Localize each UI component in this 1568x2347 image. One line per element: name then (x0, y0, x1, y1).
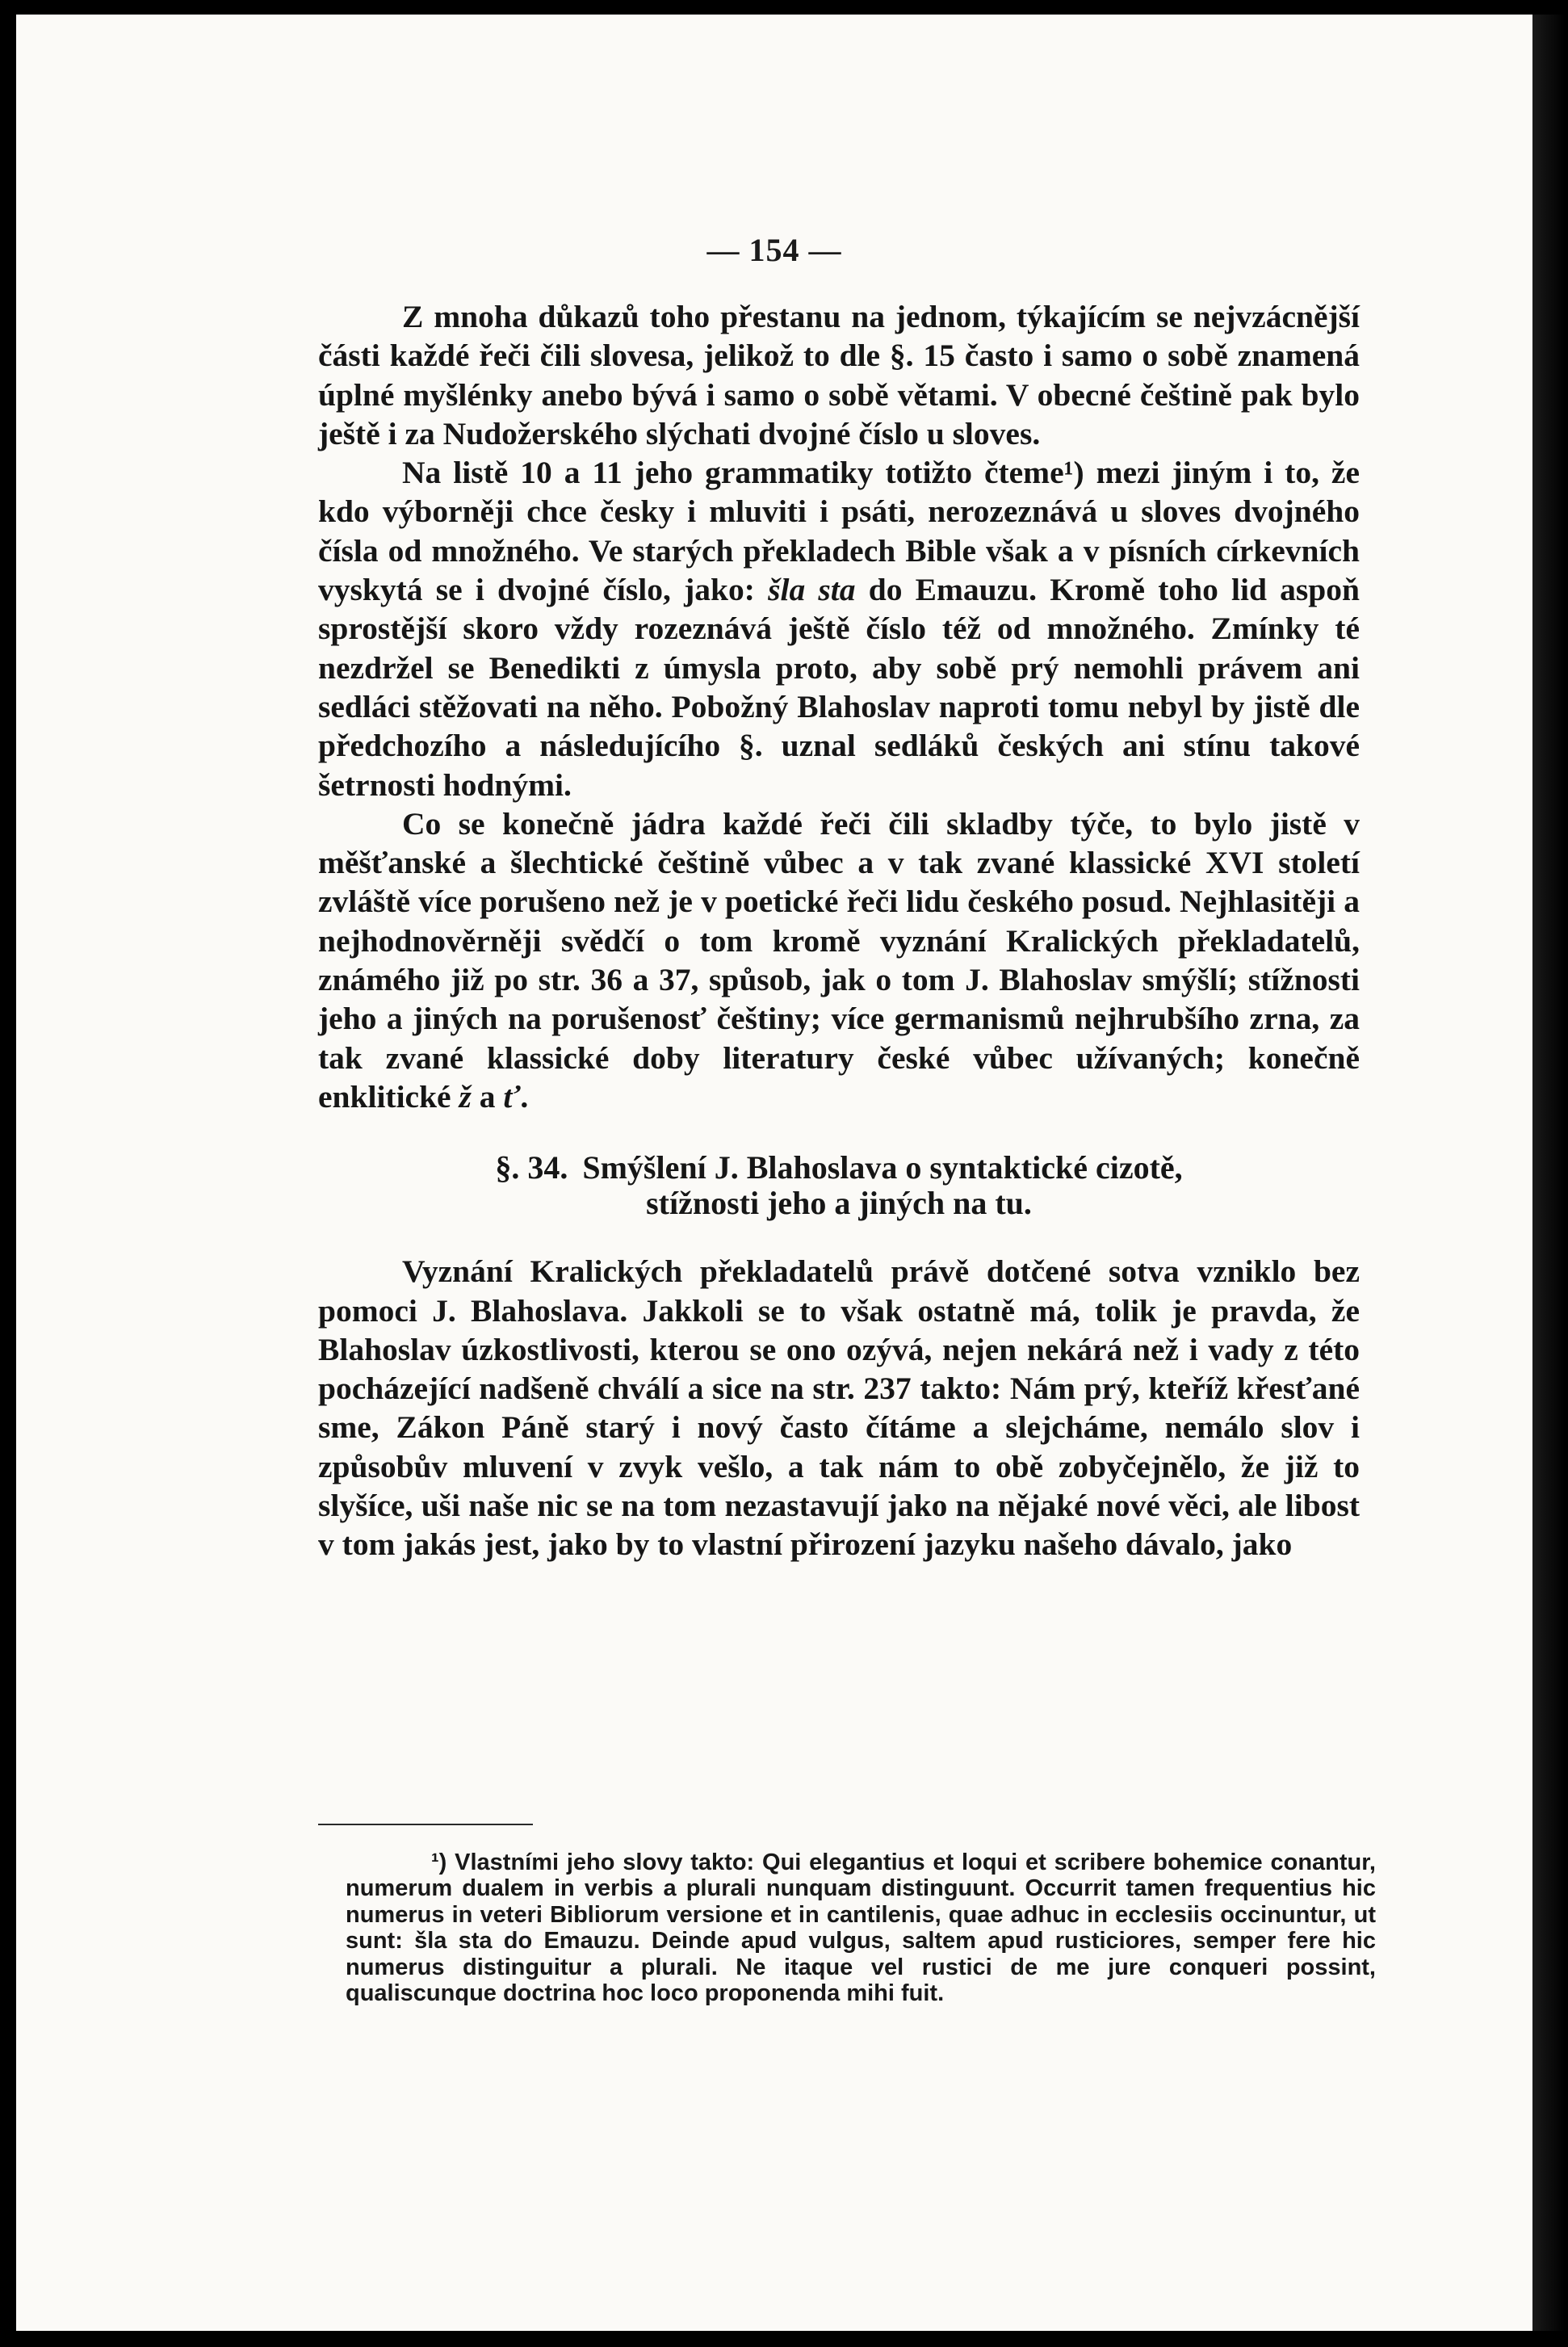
footnote (346, 1849, 1376, 2006)
footnote-text: Vlastními jeho slovy takto: Qui elegantius et loqui et scribere bohemice conantur, numerum dualem in verbis a plurali nunquam distinguunt. Occurrit tamen frequentius hic numerus in veteri Bibliorum versione et in cantilenis, quae adhuc in ecclesiis occinuntur, ut sunt: šla sta do Emauzu. Deinde apud vulgus, saltem apud rusticiores, semper fere hic numerus distinguitur a plurali. Ne itaque vel rustici de me jure conqueri possint, qualiscunque doctrina hoc loco proponenda mihi fuit. (346, 1849, 1376, 2007)
paragraph-3-start: Co se konečně jádra každé řeči čili skladby týče, to bylo jistě v měšťanské a šlechtické češtině vůbec a v tak zvané klassické XVI století zvláště více porušeno než je v poetické řeči lidu českého posud. Nejhlasitěji a nejhodnověrněji svědčí o tom kromě vyznání Kralických překladatelů, známého již po str. 36 a 37, spůsob, jak o tom J. Blahoslav smýšlí; stížnosti jeho a jiných na porušenosť češtiny; více germanismů nejhrubšího zrna, za tak zvané klassické doby literatury české vůbec užívaných; konečně enklitické (318, 805, 1360, 1115)
section-number: §. 34. (495, 1149, 568, 1186)
paragraph-3-end: . (520, 1078, 529, 1115)
section-title-1: Smýšlení J. Blahoslava o syntaktické cizotě, (582, 1149, 1183, 1186)
paragraph-3 (318, 804, 1360, 1116)
section-title-2: stížnosti jeho a jiných na tu. (646, 1185, 1032, 1222)
footnote-divider (318, 1824, 533, 1825)
italic-example: šla sta (768, 572, 856, 608)
enclitic-t: ť (503, 1078, 521, 1115)
paragraph-2 (318, 453, 1360, 804)
footnote-marker: ¹) (431, 1849, 447, 1875)
page-number: — 154 — (706, 232, 842, 268)
paragraph-1: Z mnoha důkazů toho přestanu na jednom, týkajícím se nejvzácnější části každé řeči čili slovesa, jelikož to dle §. 15 často i samo o sobě znamená úplné myšlénky anebo bývá i samo o sobě větami. V obecné češtině pak bylo ještě i za Nudožerského slýchati dvojné číslo u sloves. (318, 299, 1360, 451)
paragraph-2-start: Na listě 10 a 11 jeho grammatiky totižto čteme¹) mezi jiným i to, že kdo výborněji chce česky i mluviti i psáti, nerozeznává u sloves dvojného čísla od množného. Ve starých překladech Bible však a v písních církevních vyskytá se i dvojné číslo, jako: (318, 455, 1360, 608)
paragraph-3-conjunction: a (471, 1078, 504, 1115)
enclitic-z: ž (459, 1078, 472, 1115)
main-text (318, 297, 1360, 1564)
section-heading (318, 1150, 1360, 1221)
page-edge-shadow (1532, 15, 1565, 2331)
paragraph-2-end: do Emauzu. Kromě toho lid aspoň sprostější skoro vždy rozeznává ještě číslo též od množného. Zmínky té nezdržel se Benedikti z úmysla proto, aby sobě prý nemohli právem ani sedláci stěžovati na něho. Pobožný Blahoslav naproti tomu nebyl by jistě dle předchozího a následujícího §. uznal sedláků českých ani stínu takové šetrnosti hodnými. (318, 572, 1360, 803)
section-heading-line-1 (318, 1150, 1360, 1186)
section-paragraph: Vyznání Kralických překladatelů právě dotčené sotva vzniklo bez pomoci J. Blahoslava. Jakkoli se to však ostatně má, tolik je pravda, že Blahoslav úzkostlivosti, kterou se ono ozývá, nejen nekárá než i vady z této pocházející nadšeně chválí a sice na str. 237 takto: Nám prý, kteříž křesťané sme, Zákon Páně starý i nový často čítáme a slejcháme, nemálo slov i způsobův mluvení v zvyk vešlo, a tak nám to obě zobyčejnělo, že již to slyšíce, uši naše nic se na tom nezastavují jako na nějaké nové věci, ale libost v tom jakás jest, jako by to vlastní přirození jazyku našeho dávalo, jako (318, 1253, 1360, 1563)
